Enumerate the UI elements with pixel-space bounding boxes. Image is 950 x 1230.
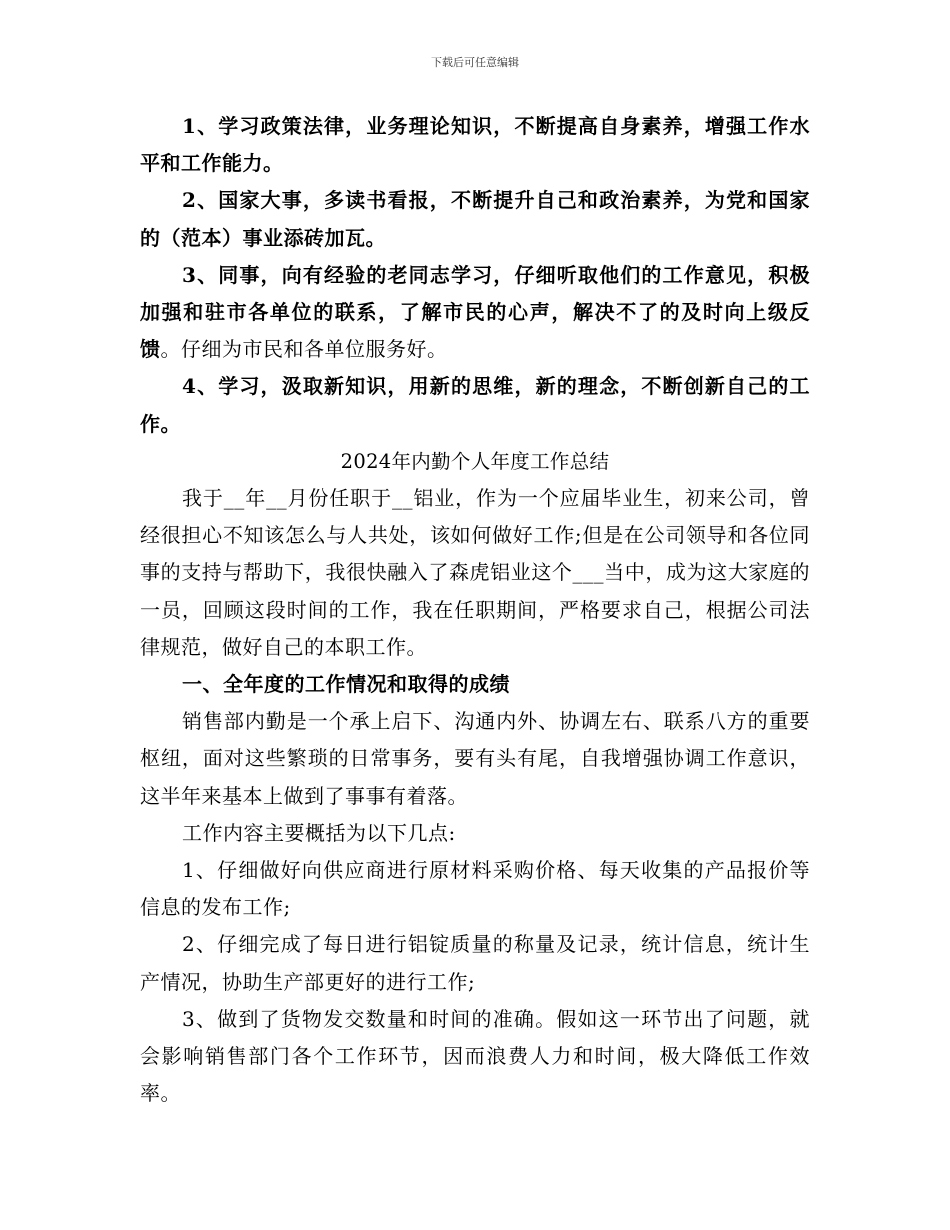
paragraph-colleagues [140, 257, 810, 369]
paragraph-colleagues-normal: 。仔细为市民和各单位服务好。 [160, 337, 448, 362]
paragraph-colleagues-bold: 3、同事，向有经验的老同志学习，仔细听取他们的工作意见，积极加强和驻市各单位的联系，了解市民的心声，解决不了的及时向上级反馈 [140, 262, 810, 362]
list-item-2: 2、仔细完成了每日进行铝锭质量的称量及记录，统计信息，统计生产情况，协助生产部更好的进行工作; [140, 932, 810, 994]
page-header: 下载后可任意编辑 [431, 56, 519, 69]
list-item-1: 1、仔细做好向供应商进行原材料采购价格、每天收集的产品报价等信息的发布工作; [140, 858, 810, 920]
document-title: 2024年内勤个人年度工作总结 [340, 449, 610, 473]
paragraph-sales-role: 销售部内勤是一个承上启下、沟通内外、协调左右、联系八方的重要枢纽，面对这些繁琐的日常事务，要有头有尾，自我增强协调工作意识，这半年来基本上做到了事事有着落。 [140, 709, 810, 808]
paragraph-work-summary: 工作内容主要概括为以下几点: [182, 820, 456, 845]
section-heading: 一、全年度的工作情况和取得的成绩 [182, 672, 510, 697]
list-item-3: 3、做到了货物发交数量和时间的准确。假如这一环节出了问题，就会影响销售部门各个工作环节，因而浪费人力和时间，极大降低工作效率。 [140, 1006, 810, 1106]
document-body [140, 108, 810, 1112]
paragraph-intro: 我于__年__月份任职于__铝业，作为一个应届毕业生，初来公司，曾经很担心不知该怎么与人共处，该如何做好工作;但是在公司领导和各位同事的支持与帮助下，我很快融入了森虎铝业这个___当中，成为这大家庭的一员，回顾这段时间的工作，我在任职期间，严格要求自己，根据公司法律规范，做好自己的本职工作。 [140, 486, 810, 659]
paragraph-learning: 4、学习，汲取新知识，用新的思维，新的理念，不断创新自己的工作。 [140, 374, 810, 436]
paragraph-study-policy: 1、学习政策法律，业务理论知识，不断提高自身素养，增强工作水平和工作能力。 [140, 114, 810, 176]
paragraph-national-affairs: 2、国家大事，多读书看报，不断提升自己和政治素养，为党和国家的（范本）事业添砖加瓦。 [140, 188, 810, 250]
